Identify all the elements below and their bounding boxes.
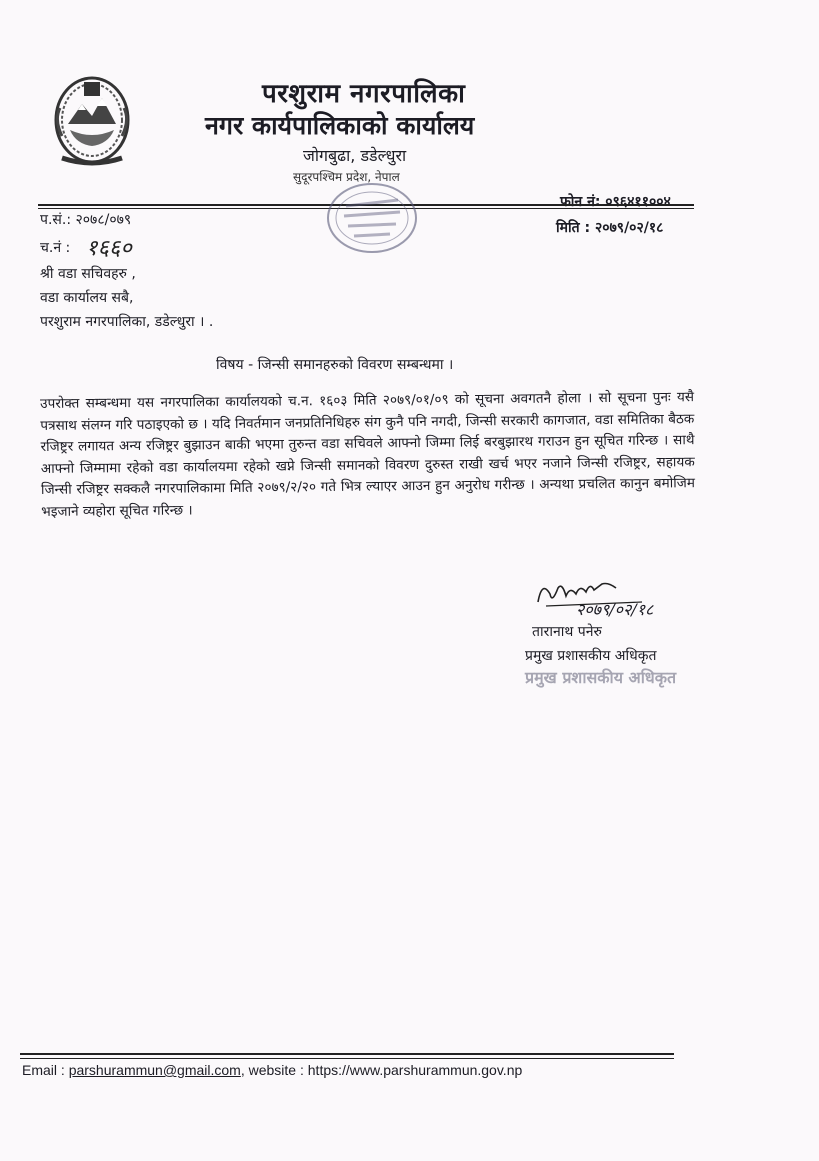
website-link[interactable]: https://www.parshurammun.gov.np [307,1062,523,1078]
footer-divider-thin [20,1058,674,1059]
email-link[interactable]: parshurammun@gmail.com [68,1062,241,1078]
office-seal-stamp [322,178,422,258]
footer-contact [22,1062,522,1078]
signer-designation: प्रमुख प्रशासकीय अधिकृत [525,648,657,664]
recipient-line-2: वडा कार्यालय सबै, [40,290,134,306]
recipient-line-3: परशुराम नगरपालिका, डडेल्धुरा । . [40,314,214,330]
dispatch-number-label: च.नं : [40,240,71,256]
signature-date: २०७९/०२/१८ [576,600,654,619]
address-line-2: सुदूरपश्चिम प्रदेश, नेपाल [293,170,400,184]
footer-divider [20,1053,674,1055]
subject-line: विषय - जिन्सी समानहरुको विवरण सम्बन्धमा । [216,357,454,373]
signer-name: तारानाथ पनेरु [532,624,602,640]
designation-stamp: प्रमुख प्रशासकीय अधिकृत [525,668,677,687]
phone-number: फोन नं: ०९६४११००४ [560,194,671,210]
coat-of-arms-emblem [50,68,134,172]
email-label: Email : [22,1062,65,1078]
website-label: , website : [240,1062,308,1078]
org-name: परशुराम नगरपालिका [262,79,466,109]
letter-body: उपरोक्त सम्बन्धमा यस नगरपालिका कार्यालयको च.न. १६०३ मिति २०७९/०१/०९ को सूचना अवगतनै होला । सो सूचना पुनः यसै पत्रसाथ संलग्न गरि पठाइएको छ । यदि निवर्तमान जनप्रतिनिधिहरु संग कुनै पनि नगदी, जिन्सी सरकारी कागजात, वडा समितिका बैठक रजिष्ट्रर लगायत अन्य रजिष्ट्रर बुझाउन बाकी भएमा तुरुन्त वडा सचिवले आफ्नो जिम्मा लिई बरबुझारथ गराउन हुन सूचित गरिन्छ । साथै आफ्नो जिम्मामा रहेको वडा कार्यालयमा रहेको खप्ने जिन्सी समानको विवरण दुरुस्त राखी खर्च भएर नजाने जिन्सी रजिष्ट्रर, सहायक जिन्सी रजिष्ट्रर सक्कलै नगरपालिकामा मिति २०७९/२/२० गते भित्र ल्याएर आउन हुन अनुरोध गरीन्छ । अन्यथा प्रचलित कानुन बमोजिम भइजाने व्यहोरा सूचित गरिन्छ । [40,389,696,520]
recipient-line-1: श्री वडा सचिवहरु , [40,266,136,282]
office-name: नगर कार्यपालिकाको कार्यालय [205,111,475,140]
address-line-1: जोगबुढा, डडेल्धुरा [303,146,407,165]
dispatch-number-value: १६६० [86,236,132,261]
reference-number: प.सं.: २०७८/०७९ [40,212,132,228]
letter-date: मिति : २०७९/०२/१८ [556,220,664,236]
